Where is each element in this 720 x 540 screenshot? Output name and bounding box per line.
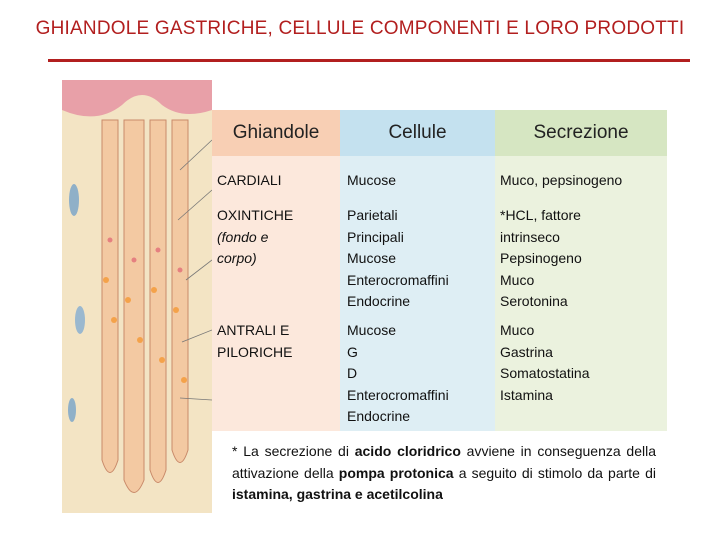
header-secretion: Secrezione [495,110,667,156]
title-underline [48,59,690,62]
footnote-bold-1: acido cloridrico [354,443,461,459]
secretion-cardiali: Muco, pepsinogeno [500,172,623,188]
footnote-bold-3: istamina, gastrina e acetilcolina [232,486,443,502]
secretion-oxintiche: *HCL, fattore intrinseco Pepsinogeno Muco Serotonina [500,207,582,309]
cells-antrali: Mucose G D Enterocromaffini Endocrine [347,322,449,424]
glands-table [212,110,667,431]
header-cells: Cellule [340,110,495,156]
cells-oxintiche: Parietali Principali Mucose Enterocromaffini Endocrine [347,207,449,309]
footnote-text-2: avviene in conseguenza della attivazione della [232,443,657,481]
footnote-text-3: a seguito di stimolo da parte di [453,464,656,481]
footnote [232,441,656,506]
gland-cardiali: CARDIALI [217,172,282,188]
gland-oxintiche: OXINTICHE [217,207,294,223]
gastric-gland-illustration [62,80,212,513]
footnote-bold-2: pompa protonica [338,464,454,481]
page-title: GHIANDOLE GASTRICHE, CELLULE COMPONENTI E LORO PRODOTTI [35,18,685,39]
gland-antrali: ANTRALI E PILORICHE [217,322,293,360]
header-glands: Ghiandole [212,110,340,156]
gland-oxintiche-note: (fondo e corpo) [217,228,269,266]
secretion-column [495,110,667,431]
glands-column [212,110,340,431]
secretion-antrali: Muco Gastrina Somatostatina Istamina [500,322,590,403]
cells-cardiali: Mucose [347,172,397,188]
cells-column [340,110,495,431]
footnote-text-1: * La secrezione di [232,443,355,459]
